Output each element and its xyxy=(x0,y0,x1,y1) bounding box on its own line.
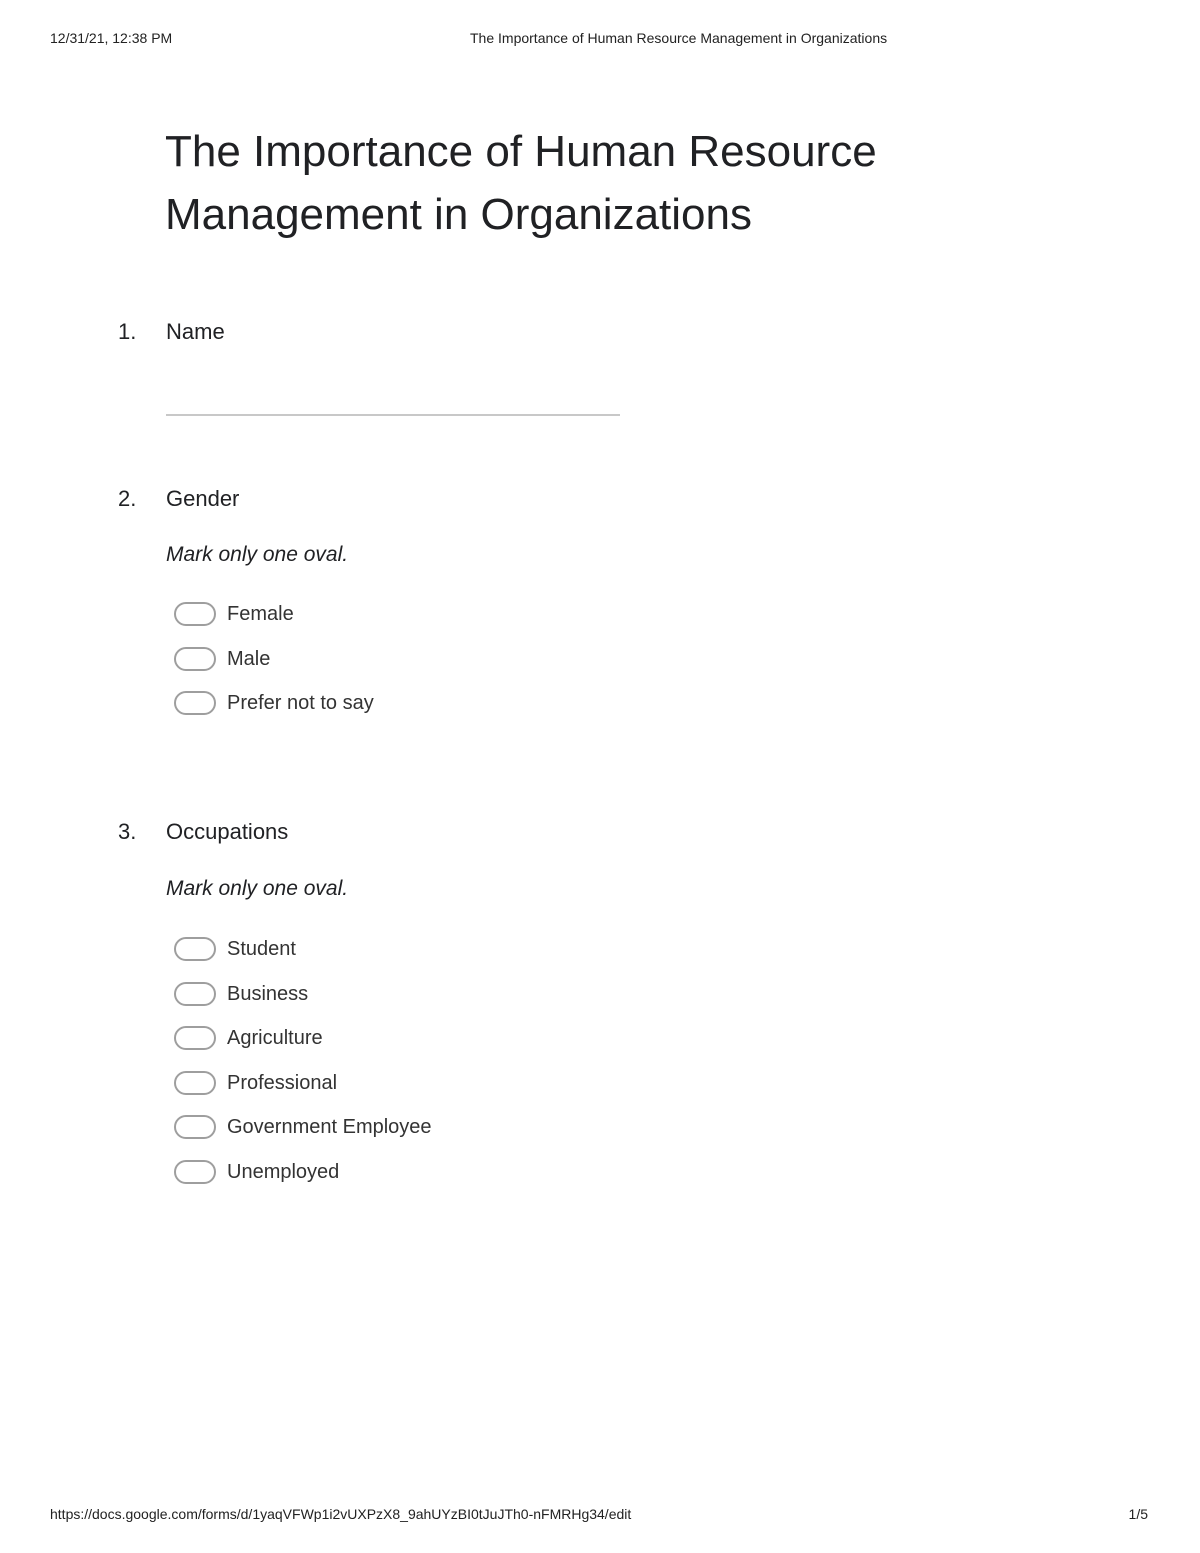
option-label: Business xyxy=(227,982,309,1005)
question-number: 3. xyxy=(118,819,137,844)
option-label: Student xyxy=(227,938,296,960)
oval-radio[interactable] xyxy=(174,647,216,671)
option-label: Government Employee xyxy=(227,1116,432,1138)
question-label: Occupations xyxy=(166,819,289,844)
name-answer-line[interactable] xyxy=(166,414,620,416)
question-number: 2. xyxy=(118,486,137,511)
print-url: https://docs.google.com/forms/d/1yaqVFWp1i2vUXPzX8_9ahUYzBI0tJuJTh0-nFMRHg34/edit xyxy=(50,1506,632,1522)
oval-radio[interactable] xyxy=(174,937,216,961)
option-label: Professional xyxy=(227,1071,338,1094)
option-label: Unemployed xyxy=(227,1160,340,1183)
oval-radio[interactable] xyxy=(174,691,216,715)
option-label: Agriculture xyxy=(227,1027,323,1049)
question-number: 1. xyxy=(118,319,137,344)
print-footer xyxy=(0,1506,1200,1526)
print-datetime: 12/31/21, 12:38 PM xyxy=(50,30,173,46)
oval-radio[interactable] xyxy=(174,982,216,1006)
option-label: Female xyxy=(227,603,294,625)
oval-radio[interactable] xyxy=(174,1026,216,1050)
question-label: Name xyxy=(166,319,225,344)
oval-radio[interactable] xyxy=(174,602,216,626)
option-label: Male xyxy=(227,647,271,670)
question-hint: Mark only one oval. xyxy=(166,543,349,566)
question-label: Gender xyxy=(166,486,240,511)
question-hint: Mark only one oval. xyxy=(166,877,349,900)
oval-radio[interactable] xyxy=(174,1071,216,1095)
form-title: The Importance of Human Resource Management in Organizations xyxy=(165,127,877,239)
option-label: Prefer not to say xyxy=(227,692,374,714)
oval-radio[interactable] xyxy=(174,1160,216,1184)
oval-radio[interactable] xyxy=(174,1115,216,1139)
print-header xyxy=(0,30,1200,50)
print-doc-title: The Importance of Human Resource Management in Organizations xyxy=(470,30,888,46)
page-number: 1/5 xyxy=(1128,1506,1148,1522)
